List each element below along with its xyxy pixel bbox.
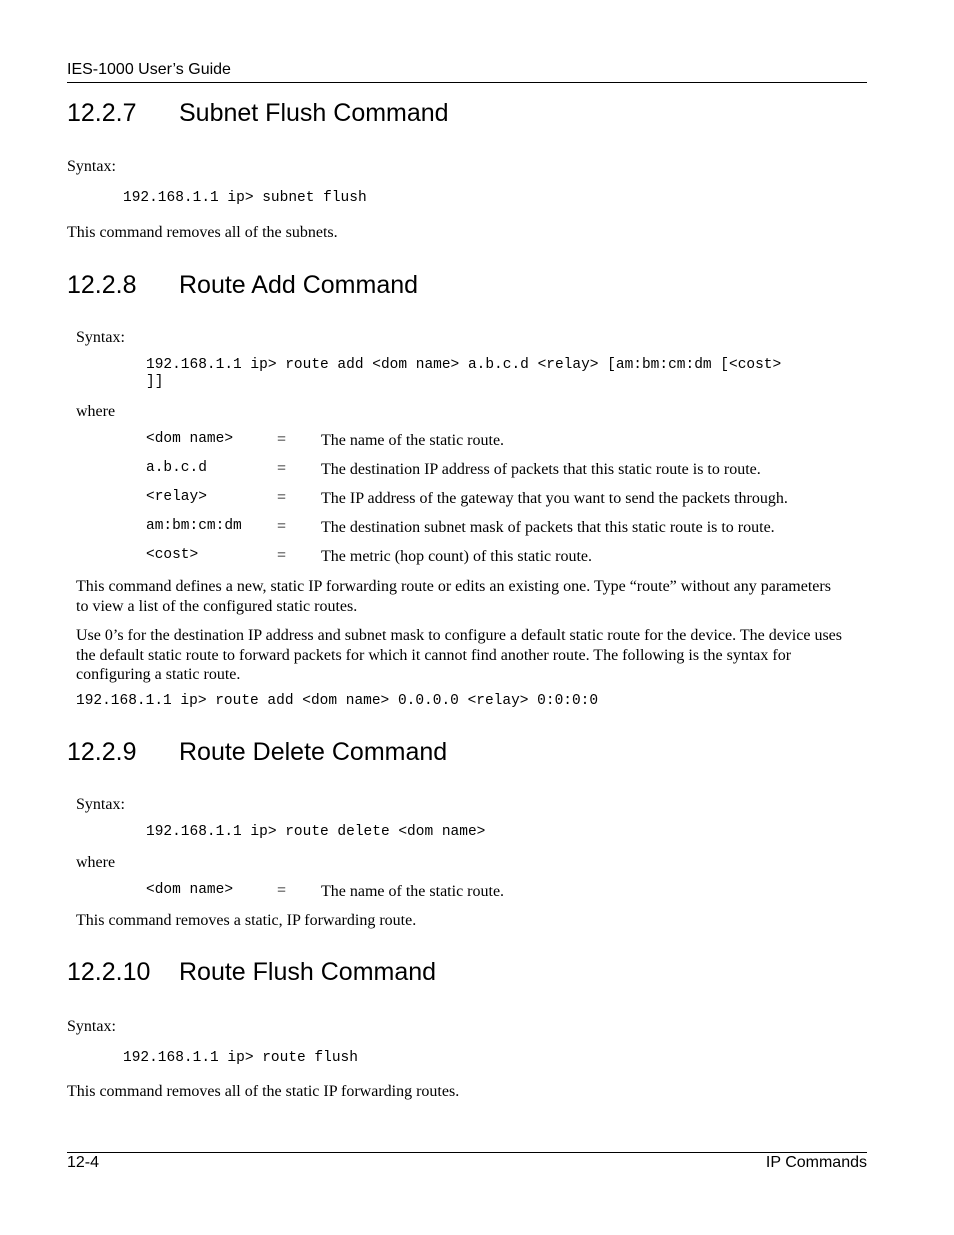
where-label: where (76, 854, 116, 871)
param-name: <relay> (146, 489, 207, 505)
command-syntax: 192.168.1.1 ip> route delete <dom name> (146, 824, 486, 840)
section-paragraph: This command defines a new, static IP forwarding route or edits an existing one. Type “route” without any parameters to view a list of the configured static routes. (76, 578, 831, 615)
param-equals: = (277, 882, 287, 899)
param-name: am:bm:cm:dm (146, 518, 242, 534)
section-title: Subnet Flush Command (179, 99, 449, 127)
param-name: <dom name> (146, 431, 234, 447)
command-syntax: 192.168.1.1 ip> route flush (123, 1050, 358, 1066)
section-description: This command removes a static, IP forwarding route. (76, 912, 417, 929)
section-description: This command removes all of the static IP forwarding routes. (67, 1083, 460, 1100)
page-number: 12-4 (67, 1154, 100, 1171)
param-equals: = (277, 489, 287, 506)
param-name: a.b.c.d (146, 460, 207, 476)
section-title: Route Flush Command (179, 958, 437, 986)
section-description: This command removes all of the subnets. (67, 224, 338, 241)
command-example: 192.168.1.1 ip> route add <dom name> 0.0.0.0 <relay> 0:0:0:0 (76, 693, 599, 709)
param-name: <dom name> (146, 882, 234, 898)
section-title: Route Delete Command (179, 738, 448, 766)
syntax-label: Syntax: (67, 158, 116, 175)
command-syntax-line2: ]] (146, 374, 164, 390)
section-number: 12.2.10 (67, 958, 151, 986)
command-syntax: 192.168.1.1 ip> subnet flush (123, 190, 367, 206)
section-heading-route-add (67, 271, 767, 301)
param-description: The name of the static route. (321, 432, 505, 449)
command-syntax-line1: 192.168.1.1 ip> route add <dom name> a.b.c.d <relay> [am:bm:cm:dm [<cost> (146, 357, 782, 373)
chapter-title: IP Commands (765, 1154, 867, 1171)
syntax-label: Syntax: (76, 329, 125, 346)
param-equals: = (277, 431, 287, 448)
running-header-title: IES-1000 User’s Guide (67, 61, 231, 78)
section-heading-route-delete (67, 738, 767, 768)
param-equals: = (277, 518, 287, 535)
section-heading-subnet-flush (67, 99, 767, 129)
syntax-label: Syntax: (76, 796, 125, 813)
section-number: 12.2.7 (67, 99, 137, 127)
param-description: The destination IP address of packets that this static route is to route. (321, 461, 761, 478)
param-description: The name of the static route. (321, 883, 505, 900)
footer-rule (67, 1152, 867, 1153)
section-number: 12.2.9 (67, 738, 137, 766)
section-heading-route-flush (67, 958, 767, 988)
section-paragraph: Use 0’s for the destination IP address and subnet mask to configure a default static route for the device. The device uses the default static route to forward packets for which it cannot find another route. The following is the syntax for configuring a static route. (76, 627, 842, 683)
param-description: The destination subnet mask of packets that this static route is to route. (321, 519, 775, 536)
param-name: <cost> (146, 547, 199, 563)
param-description: The IP address of the gateway that you want to send the packets through. (321, 490, 788, 507)
section-number: 12.2.8 (67, 271, 137, 299)
syntax-label: Syntax: (67, 1018, 116, 1035)
param-description: The metric (hop count) of this static route. (321, 548, 593, 565)
param-equals: = (277, 460, 287, 477)
section-title: Route Add Command (179, 271, 419, 299)
param-equals: = (277, 547, 287, 564)
where-label: where (76, 403, 116, 420)
header-rule (67, 82, 867, 83)
